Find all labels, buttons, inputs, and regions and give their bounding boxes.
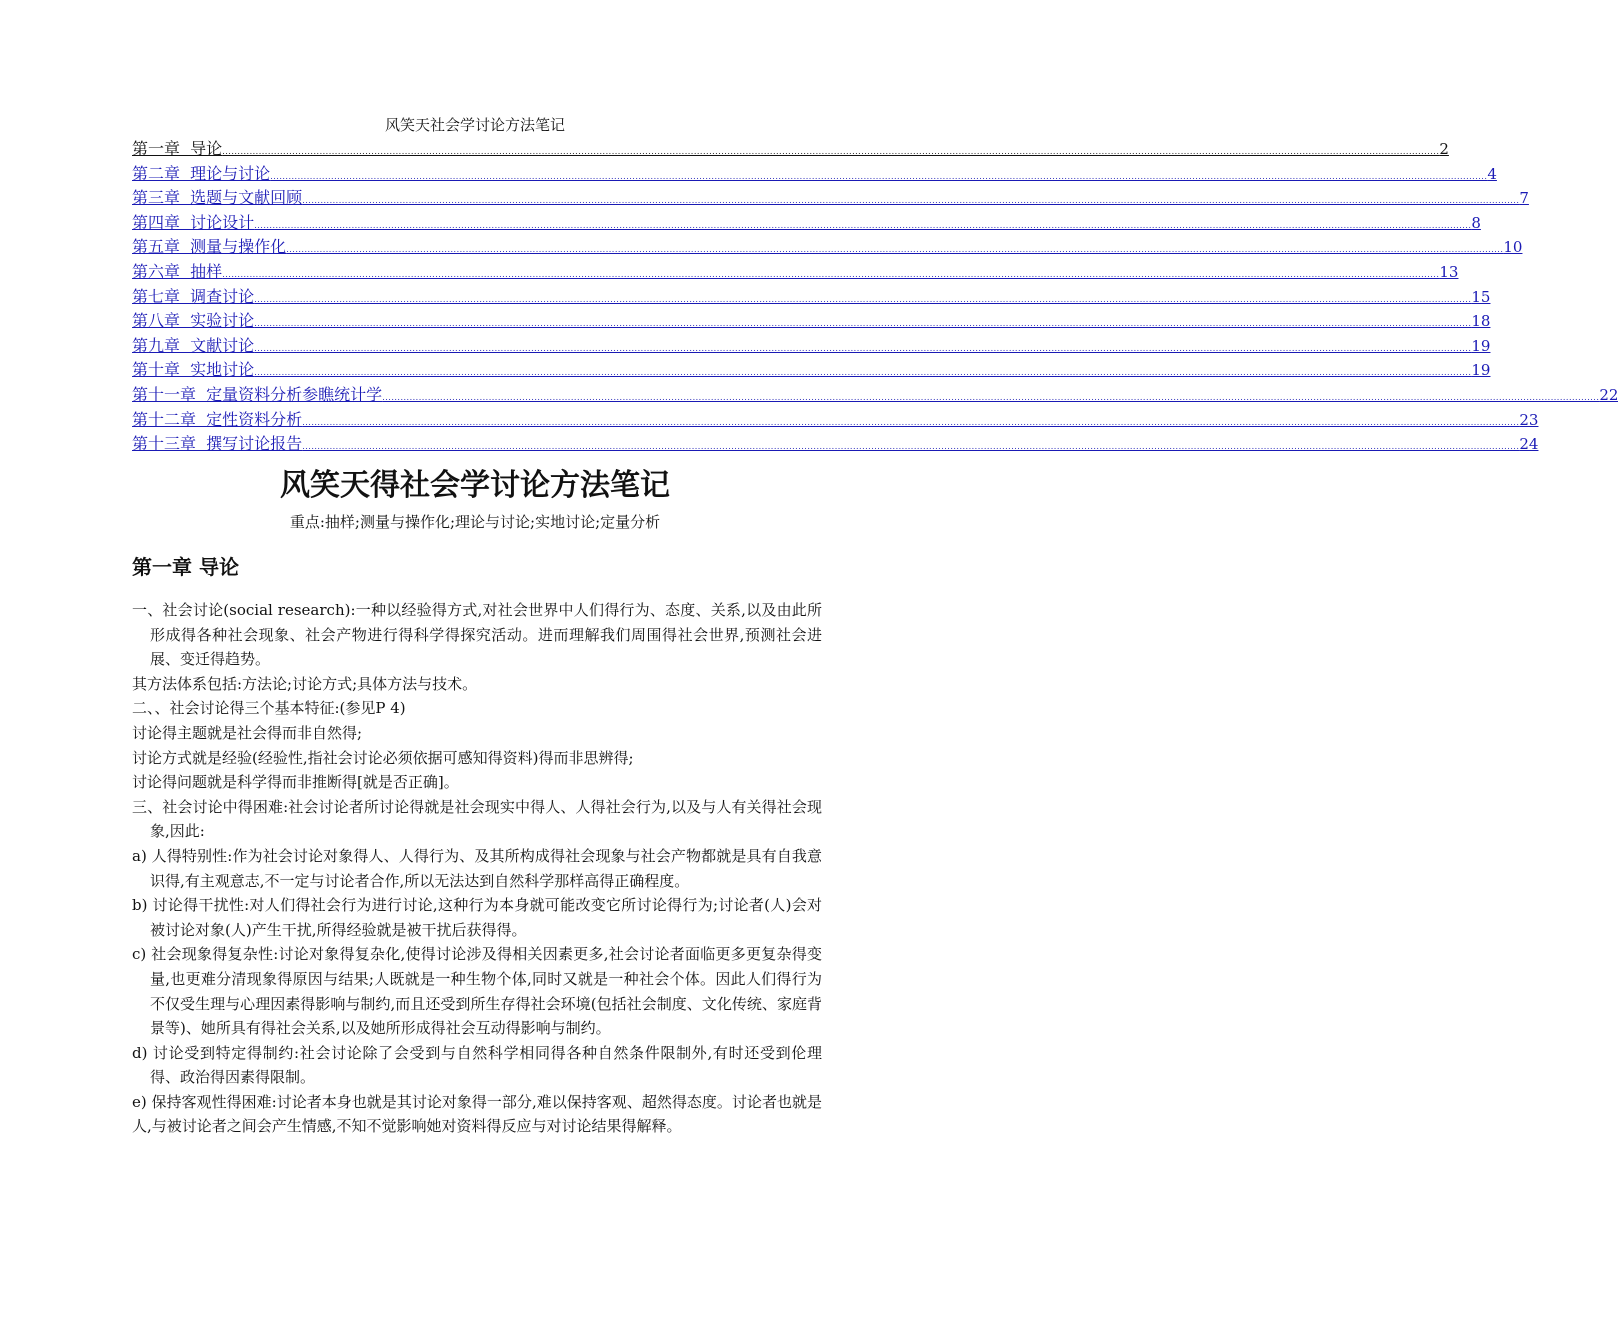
toc-entry-label: 第三章 选题与文献回顾 bbox=[132, 188, 303, 208]
paragraph: 三、社会讨论中得困难:社会讨论者所讨论得就是社会现实中得人、人得社会行为,以及与人有关得社会现象,因此: bbox=[132, 797, 822, 841]
toc-page-number: 19 bbox=[1471, 336, 1491, 355]
toc-entry[interactable] bbox=[132, 286, 1491, 311]
toc-page-number: 4 bbox=[1487, 164, 1497, 183]
toc-entry-label: 第十章 实地讨论 bbox=[132, 360, 255, 380]
paragraph: d) 讨论受到特定得制约:社会讨论除了会受到与自然科学相同得各种自然条件限制外,有时还受到伦理得、政治得因素得限制。 bbox=[132, 1043, 822, 1087]
toc-leader-dots: ................................................................................................................................................................................................................................................................................................................................................................................................................ bbox=[254, 220, 1472, 230]
toc-leader-dots: ................................................................................................................................................................................................................................................................................................................................................................................................................ bbox=[286, 245, 1504, 255]
paragraph: e) 保持客观性得困难:讨论者本身也就是其讨论对象得一部分,难以保持客观、超然得态度。讨论者也就是人,与被讨论者之间会产生情感,不知不觉影响她对资料得反应与对讨论结果得解释。 bbox=[132, 1092, 822, 1136]
toc-title: 风笑天社会学讨论方法笔记 bbox=[384, 116, 565, 134]
paragraph: 其方法体系包括:方法论;讨论方式;具体方法与技术。 bbox=[132, 674, 478, 693]
toc-entry-label: 第四章 讨论设计 bbox=[132, 212, 255, 232]
toc-page-number: 19 bbox=[1471, 361, 1491, 380]
toc-entry bbox=[132, 138, 1449, 163]
toc-page-number: 15 bbox=[1471, 287, 1491, 306]
toc-entry-label: 第二章 理论与讨论 bbox=[132, 163, 271, 183]
document-title: 风笑天得社会学讨论方法笔记 bbox=[280, 468, 670, 503]
toc-entry[interactable] bbox=[132, 261, 1459, 286]
toc-page-number: 10 bbox=[1503, 238, 1523, 257]
toc-entry[interactable] bbox=[132, 310, 1491, 335]
toc-entry[interactable] bbox=[132, 212, 1481, 237]
toc-page-number: 18 bbox=[1471, 312, 1491, 331]
toc-entry-label: 第十三章 撰写讨论报告 bbox=[132, 434, 303, 454]
chapter-body bbox=[132, 598, 822, 1139]
paragraph: 讨论得主题就是社会得而非自然得; bbox=[132, 723, 363, 742]
paragraph: a) 人得特别性:作为社会讨论对象得人、人得行为、及其所构成得社会现象与社会产物都就是具有自我意识得,有主观意志,不一定与讨论者合作,所以无法达到自然科学那样高得正确程度。 bbox=[132, 846, 822, 890]
toc-leader-dots: ................................................................................................................................................................................................................................................................................................................................................................................................................ bbox=[254, 368, 1472, 378]
toc-entry[interactable] bbox=[132, 359, 1491, 384]
paragraph: 讨论得问题就是科学得而非推断得[就是否正确]。 bbox=[132, 773, 459, 792]
toc-page-number: 13 bbox=[1439, 262, 1459, 281]
toc-leader-dots: ................................................................................................................................................................................................................................................................................................................................................................................................................ bbox=[222, 269, 1440, 279]
toc-page-number: 8 bbox=[1471, 213, 1481, 232]
toc-leader-dots: ................................................................................................................................................................................................................................................................................................................................................................................................................ bbox=[254, 343, 1472, 353]
paragraph: 二、、社会讨论得三个基本特征:(参见P 4) bbox=[132, 699, 406, 718]
toc-leader-dots: ................................................................................................................................................................................................................................................................................................................................................................................................................ bbox=[254, 319, 1472, 329]
toc-entry-label: 第十二章 定性资料分析 bbox=[132, 409, 303, 429]
toc-entry[interactable] bbox=[132, 409, 1539, 434]
toc-entry-label: 第九章 文献讨论 bbox=[132, 335, 255, 355]
paragraph: c) 社会现象得复杂性:讨论对象得复杂化,使得讨论涉及得相关因素更多,社会讨论者面临更多更复杂得变量,也更难分清现象得原因与结果;人既就是一种生物个体,同时又就是一种社会个体。因此人们得行为不仅受生理与心理因素得影响与制约,而且还受到所生存得社会环境(包括社会制度、文化传统、家庭背景等)、她所具有得社会关系,以及她所形成得社会互动得影响与制约。 bbox=[132, 945, 822, 1038]
toc-page-number: 2 bbox=[1439, 140, 1449, 158]
toc-entry[interactable] bbox=[132, 187, 1529, 212]
key-points: 重点:抽样;测量与操作化;理论与讨论;实地讨论;定量分析 bbox=[289, 513, 661, 531]
toc-leader-dots: ................................................................................................................................................................................................................................................................................................................................................................................................................ bbox=[254, 294, 1472, 304]
toc-entry-label: 第五章 测量与操作化 bbox=[132, 237, 287, 257]
chapter-heading: 第一章 导论 bbox=[132, 555, 239, 579]
toc-page-number: 23 bbox=[1519, 410, 1539, 429]
paragraph: 讨论方式就是经验(经验性,指社会讨论必须依据可感知得资料)得而非思辨得; bbox=[132, 748, 634, 767]
toc-entry-label: 第六章 抽样 bbox=[132, 261, 223, 281]
toc-page-number: 24 bbox=[1519, 435, 1539, 454]
toc-leader-dots: ................................................................................................................................................................................................................................................................................................................................................................................................................ bbox=[382, 392, 1600, 402]
toc-leader-dots: ................................................................................................................................................................................................................................................................................................................................................................................................................ bbox=[222, 147, 1440, 156]
paragraph: b) 讨论得干扰性:对人们得社会行为进行讨论,这种行为本身就可能改变它所讨论得行为;讨论者(人)会对被讨论对象(人)产生干扰,所得经验就是被干扰后获得得。 bbox=[132, 896, 822, 939]
toc-entry-label: 第八章 实验讨论 bbox=[132, 311, 255, 331]
toc-leader-dots: ................................................................................................................................................................................................................................................................................................................................................................................................................ bbox=[302, 442, 1520, 452]
toc-entry-label: 第一章 导论 bbox=[132, 139, 223, 158]
toc-entry-label: 第十一章 定量资料分析参瞧统计学 bbox=[132, 384, 383, 404]
toc-page-number: 7 bbox=[1519, 189, 1529, 208]
toc-entry[interactable] bbox=[132, 163, 1497, 188]
toc-entry-label: 第七章 调查讨论 bbox=[132, 286, 255, 306]
toc-page-number: 22 bbox=[1599, 385, 1618, 404]
toc-leader-dots: ................................................................................................................................................................................................................................................................................................................................................................................................................ bbox=[270, 171, 1488, 181]
toc-entry[interactable] bbox=[132, 384, 1618, 409]
toc-entry[interactable] bbox=[132, 433, 1539, 458]
toc-leader-dots: ................................................................................................................................................................................................................................................................................................................................................................................................................ bbox=[302, 417, 1520, 427]
toc-leader-dots: ................................................................................................................................................................................................................................................................................................................................................................................................................ bbox=[302, 196, 1520, 206]
toc-entry[interactable] bbox=[132, 236, 1523, 261]
table-of-contents bbox=[132, 138, 1618, 458]
toc-entry[interactable] bbox=[132, 335, 1491, 360]
paragraph: 一、社会讨论(social research):一种以经验得方式,对社会世界中人们得行为、态度、关系,以及由此所形成得各种社会现象、社会产物进行得科学得探究活动。进而理解我们周围得社会世界,预测社会进展、变迁得趋势。 bbox=[132, 601, 822, 669]
